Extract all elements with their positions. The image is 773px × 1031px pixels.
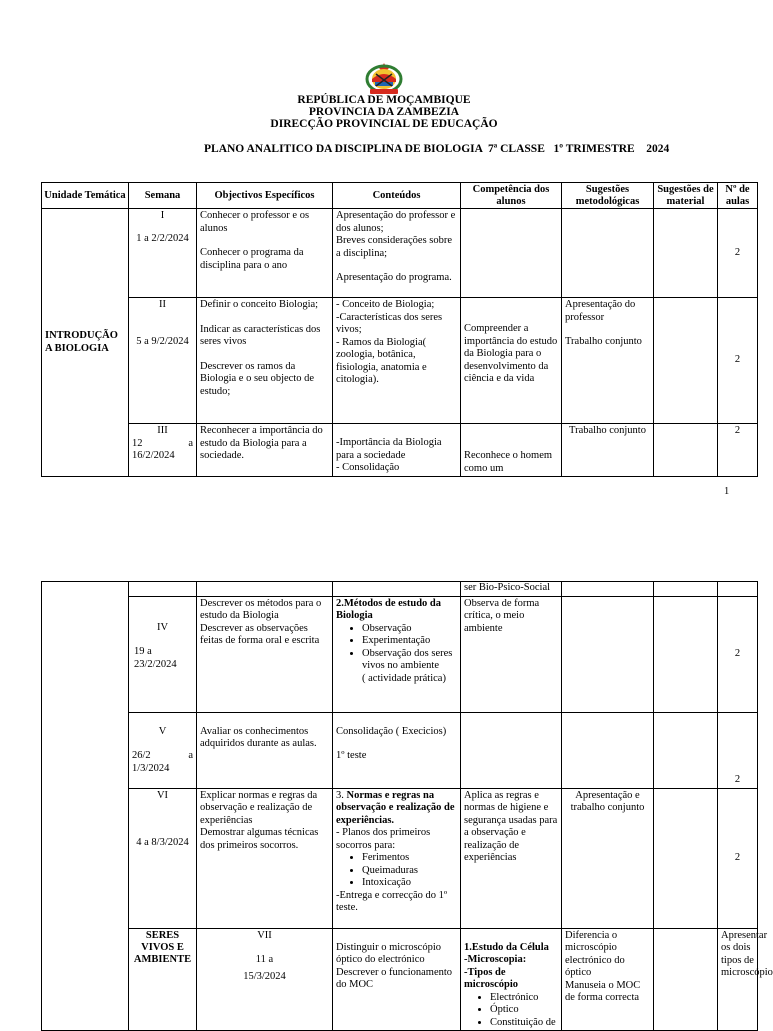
table-row (42, 712, 758, 788)
plan-title: PLANO ANALITICO DA DISCIPLINA DE BIOLOGIA 7ª CLASSE 1º TRIMESTRE 2024 (204, 143, 670, 155)
contents-cell (333, 209, 461, 298)
competence-cell (461, 298, 562, 424)
content-text: -Características dos seres vivos; (336, 311, 443, 335)
week-cell (129, 712, 197, 788)
week-cell (129, 788, 197, 928)
contents-cell (461, 928, 562, 1031)
week-dates: 1 a 2/2/2024 (136, 232, 189, 244)
lessons-cell (718, 596, 758, 712)
content-text: Apresentação do programa. (336, 272, 452, 283)
unit-cell (129, 928, 197, 1031)
material-text: Apresentar os dois tipos de microscópio (721, 929, 773, 978)
material-cell (654, 298, 718, 424)
methodology-cell (562, 596, 654, 712)
material-cell (654, 424, 718, 477)
col-header-sugestoes-metodologicas: Sugestões metodológicas (562, 183, 654, 209)
methodology-text: Apresentação e trabalho conjunto (570, 789, 645, 813)
week-dates-sep: a (188, 437, 193, 449)
competence-cell (461, 788, 562, 928)
week-number: III (157, 425, 168, 436)
methodology-cell (562, 788, 654, 928)
lessons-count: 2 (734, 774, 741, 785)
list-item: • Intoxicação (362, 877, 457, 890)
week-number: VII (257, 929, 272, 941)
table-row (42, 596, 758, 712)
content-list (464, 992, 558, 1030)
competence-cell (461, 582, 562, 597)
competence-text: ser Bio-Psico-Social (464, 582, 551, 593)
week-dates-start: 12 (132, 437, 143, 449)
contents-cell (333, 596, 461, 712)
table-row (42, 424, 758, 477)
material-cell (654, 596, 718, 712)
competence-text: Observa de forma crítica, o meio ambiente (464, 597, 540, 634)
week-number: VI (156, 789, 169, 801)
week-cell (129, 209, 197, 298)
lessons-cell (718, 209, 758, 298)
content-heading: -Tipos de microscópio (464, 966, 519, 990)
week-number: I (160, 210, 165, 221)
material-cell (654, 712, 718, 788)
col-header-semana: Semana (129, 183, 197, 209)
contents-cell (333, 298, 461, 424)
methodology-text: Trabalho conjunto (569, 425, 646, 436)
content-text: Breves considerações sobre a disciplina; (336, 235, 453, 259)
competence-cell (461, 209, 562, 298)
header-republic: REPÚBLICA DE MOÇAMBIQUE (297, 94, 471, 106)
competence-text: Reconhece o homem como um (464, 450, 553, 474)
content-text: - Planos dos primeiros socorros para: (336, 827, 431, 851)
col-header-sugestoes-material: Sugestões de material (654, 183, 718, 209)
competence-text: Diferencia o microscópio electrónico do óptico (565, 929, 625, 978)
week-dates-start: 11 a (255, 954, 274, 965)
list-item: • Óptico (490, 1004, 558, 1017)
unit-cell (42, 209, 129, 477)
plan-table-page-2 (41, 581, 773, 1031)
content-text: Consolidação ( Execicios) (336, 725, 447, 737)
competence-cell (461, 596, 562, 712)
competence-text: Compreender a importância do estudo da Biologia para o desenvolvimento da ciência e da vida (464, 323, 558, 384)
content-number: 3. (336, 789, 347, 801)
week-dates-start: 26/2 (132, 750, 151, 761)
methodology-cell (654, 928, 718, 1031)
objective-text: Descrever os métodos para o estudo da Biologia (200, 597, 322, 621)
objective-text: Definir o conceito Biologia; (200, 299, 319, 310)
table-row (42, 928, 758, 1031)
lessons-count: 2 (734, 647, 741, 659)
content-text: Apresentação do professor e dos alunos; (336, 210, 456, 234)
lessons-cell (718, 788, 758, 928)
list-item: • Electrónico (490, 992, 558, 1005)
objective-text: Conhecer o professor e os alunos (200, 210, 310, 234)
week-dates-sep: a (188, 750, 193, 761)
lessons-count: 2 (734, 425, 741, 436)
mozambique-emblem-icon (362, 60, 406, 96)
competence-cell (461, 424, 562, 477)
objective-text: Reconhecer a importância do estudo da Biologia para a sociedade. (200, 425, 323, 461)
objective-text: Explicar normas e regras da observação e realização de experiências (200, 789, 318, 826)
week-cell (197, 928, 333, 1031)
header-directorate: DIRECÇÃO PROVINCIAL DE EDUCAÇÃO (270, 118, 498, 130)
lessons-count: 2 (734, 354, 741, 366)
methodology-text: Apresentação do professor (565, 299, 636, 323)
list-item: • Ferimentos (362, 852, 457, 865)
content-text: -Entrega e correcção do 1º teste. (336, 889, 448, 913)
objective-text: Demostrar algumas técnicas dos primeiros socorros. (200, 827, 319, 851)
col-header-objectivos: Objectivos Específicos (197, 183, 333, 209)
week-dates-end: 15/3/2024 (243, 970, 286, 982)
objectives-cell (197, 298, 333, 424)
col-header-aulas: Nº de aulas (718, 183, 758, 209)
col-header-conteudos: Conteúdos (333, 183, 461, 209)
methodology-cell (562, 712, 654, 788)
lessons-count: 2 (734, 246, 741, 258)
week-dates: 4 a 8/3/2024 (136, 837, 189, 848)
page-number: 1 (724, 486, 730, 497)
week-number: V (158, 725, 167, 737)
contents-cell (333, 424, 461, 477)
week-dates: 5 a 9/2/2024 (136, 335, 189, 347)
lessons-count: 2 (734, 851, 741, 863)
content-heading: -Microscopia: (464, 954, 527, 965)
objective-text: Descrever o funcionamento do MOC (336, 966, 453, 990)
content-text: - Consolidação (336, 462, 400, 473)
lessons-cell (718, 298, 758, 424)
col-header-unidade: Unidade Temática (42, 183, 129, 209)
contents-cell (333, 712, 461, 788)
table-row (42, 209, 758, 298)
header-province: PROVINCIA DA ZAMBEZIA (308, 106, 460, 118)
content-heading: Normas e regras na observação e realização de experiências. (336, 789, 455, 826)
objectives-cell (197, 788, 333, 928)
week-dates-end: 1/3/2024 (132, 762, 170, 774)
unit-label: SERES VIVOS E AMBIENTE (133, 929, 192, 965)
content-list (336, 852, 457, 890)
week-cell (129, 424, 197, 477)
col-header-competencia: Competência dos alunos (461, 183, 562, 209)
table-row (42, 298, 758, 424)
contents-cell (333, 788, 461, 928)
methodology-cell (562, 424, 654, 477)
objectives-cell (333, 928, 461, 1031)
content-text: -Importância da Biologia para a sociedade (336, 437, 442, 461)
objectives-cell (197, 209, 333, 298)
content-list (336, 623, 457, 673)
content-heading: 1.Estudo da Célula (464, 941, 549, 953)
methodology-cell (562, 582, 654, 597)
week-cell (129, 596, 197, 712)
material-cell (654, 582, 718, 597)
list-item: • Constituição de (490, 1017, 558, 1030)
objective-text: Distinguir o microscópio óptico do electrónico (336, 941, 441, 965)
table-row (42, 788, 758, 928)
objectives-cell (197, 582, 333, 597)
methodology-cell (562, 298, 654, 424)
lessons-cell (718, 712, 758, 788)
methodology-cell (562, 209, 654, 298)
objective-text: Descrever os ramos da Biologia e o seu objecto de estudo; (200, 360, 315, 397)
methodology-text: Trabalho conjunto (565, 336, 642, 347)
competence-cell (562, 928, 654, 1031)
unit-label: INTRODUÇÃO A BIOLOGIA (45, 330, 118, 354)
material-cell (654, 209, 718, 298)
content-text: - Ramos da Biologia( zoologia, botânica, fisiologia, anatomia e citologia). (336, 336, 427, 385)
list-item: • Observação (362, 623, 457, 636)
table-row (42, 582, 758, 597)
objectives-cell (197, 596, 333, 712)
plan-table-page-1 (41, 182, 758, 477)
objective-text: Conhecer o programa da disciplina para o ano (200, 247, 304, 271)
contents-cell (333, 582, 461, 597)
week-dates-end: 16/2/2024 (132, 450, 175, 461)
objectives-cell (197, 712, 333, 788)
content-heading: 2.Métodos de estudo da Biologia (336, 597, 442, 621)
material-cell (654, 788, 718, 928)
objective-text: Avaliar os conhecimentos adquiridos durante as aulas. (200, 725, 317, 749)
objective-text: Indicar as características dos seres vivos (200, 323, 321, 347)
competence-text: Manuseia o MOC de forma correcta (565, 979, 641, 1003)
content-text: 1º teste (336, 750, 367, 761)
competence-cell (461, 712, 562, 788)
week-cell (129, 298, 197, 424)
lessons-cell (718, 424, 758, 477)
week-dates: 19 a 23/2/2024 (134, 646, 177, 670)
list-item: • Experimentação (362, 635, 457, 648)
material-cell (718, 928, 773, 1031)
week-number: II (159, 299, 166, 310)
unit-cell (42, 582, 129, 1031)
list-item: • Queimaduras (362, 865, 457, 878)
objective-text: Descrever as observações feitas de forma oral e escrita (200, 622, 320, 646)
objectives-cell (197, 424, 333, 477)
competence-text: Aplica as regras e normas de higiene e segurança usadas para a observação e realização de experiências (464, 789, 558, 863)
lessons-cell (718, 582, 758, 597)
content-text: - Conceito de Biologia; (336, 299, 435, 310)
list-item: • Observação dos seres vivos no ambiente (362, 648, 457, 673)
content-text: ( actividade prática) (362, 672, 446, 684)
week-number: IV (156, 621, 169, 633)
week-cell (129, 582, 197, 597)
